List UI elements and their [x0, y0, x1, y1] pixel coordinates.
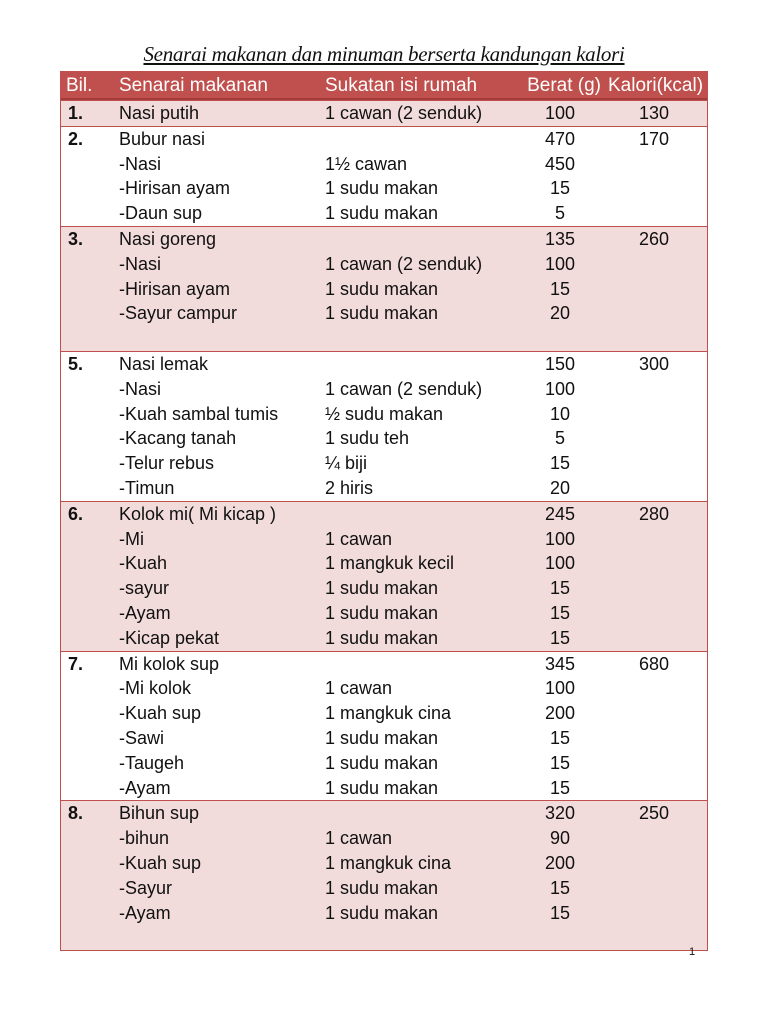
household-measure: 1 sudu makan	[325, 203, 439, 224]
row-number: 8.	[68, 803, 84, 824]
ingredient-name: -Nasi	[119, 253, 162, 274]
table-row	[61, 127, 707, 152]
row-number: 7.	[68, 653, 84, 674]
weight-value: 15	[549, 602, 571, 623]
ingredient-name: -Ayam	[119, 777, 171, 798]
ingredient-name: -Kuah	[119, 553, 168, 574]
food-name: Kolok mi( Mi kicap )	[119, 503, 277, 524]
ingredient-name: -bihun	[119, 828, 170, 849]
ingredient-name: -Mi kolok	[119, 678, 192, 699]
table-group	[61, 226, 707, 351]
weight-value: 200	[544, 852, 576, 873]
household-measure: 1 sudu makan	[325, 303, 439, 324]
ingredient-name: -Taugeh	[119, 752, 185, 773]
row-number: 6.	[68, 503, 84, 524]
table-row	[61, 601, 707, 626]
weight-value: 15	[549, 578, 571, 599]
empty-row	[61, 326, 707, 351]
table-row	[61, 426, 707, 451]
weight-value: 90	[549, 828, 571, 849]
table-group	[61, 126, 707, 226]
weight-value: 15	[549, 727, 571, 748]
household-measure: ¼ biji	[325, 453, 368, 474]
household-measure: 2 hiris	[325, 477, 374, 498]
table-row	[61, 776, 707, 801]
food-name: Nasi goreng	[119, 228, 217, 249]
ingredient-name: -Timun	[119, 477, 175, 498]
weight-value: 135	[544, 228, 576, 249]
ingredient-name: -Kacang tanah	[119, 428, 237, 449]
ingredient-name: -Sayur campur	[119, 303, 238, 324]
table-row	[61, 826, 707, 851]
household-measure: 1 sudu makan	[325, 278, 439, 299]
weight-value: 20	[549, 303, 571, 324]
household-measure: 1 cawan (2 senduk)	[325, 253, 483, 274]
ingredient-name: -Kuah sup	[119, 703, 202, 724]
table-row	[61, 277, 707, 302]
weight-value: 15	[549, 777, 571, 798]
table-row	[61, 201, 707, 226]
table-row	[61, 652, 707, 677]
table-row	[61, 252, 707, 277]
ingredient-name: -Sayur	[119, 877, 173, 898]
food-name: Bubur nasi	[119, 128, 206, 149]
page-title: Senarai makanan dan minuman berserta kandungan kalori	[143, 42, 625, 66]
weight-value: 20	[549, 477, 571, 498]
household-measure: 1 mangkuk kecil	[325, 553, 455, 574]
household-measure: 1 sudu makan	[325, 602, 439, 623]
weight-value: 5	[554, 428, 565, 449]
table-row	[61, 152, 707, 177]
calorie-value: 280	[638, 503, 670, 524]
weight-value: 15	[549, 278, 571, 299]
household-measure: 1 sudu makan	[325, 578, 439, 599]
weight-value: 15	[549, 453, 571, 474]
table-group	[61, 351, 707, 501]
ingredient-name: -Sawi	[119, 727, 165, 748]
household-measure: 1 sudu makan	[325, 877, 439, 898]
header-weight: Berat (g)	[527, 75, 601, 96]
calorie-table	[60, 71, 708, 951]
ingredient-name: -Kuah sup	[119, 852, 202, 873]
calorie-value: 300	[638, 353, 670, 374]
weight-value: 100	[544, 378, 576, 399]
household-measure: 1 cawan	[325, 828, 393, 849]
ingredient-name: -Telur rebus	[119, 453, 215, 474]
table-row	[61, 476, 707, 501]
weight-value: 470	[544, 128, 576, 149]
calorie-value: 680	[638, 653, 670, 674]
weight-value: 100	[544, 253, 576, 274]
weight-value: 100	[544, 678, 576, 699]
page-number: 1	[689, 946, 696, 958]
table-header	[61, 72, 707, 100]
household-measure: 1 cawan	[325, 528, 393, 549]
table-row	[61, 726, 707, 751]
calorie-value: 130	[638, 103, 670, 123]
household-measure: ½ sudu makan	[325, 403, 444, 424]
weight-value: 15	[549, 877, 571, 898]
table-row	[61, 352, 707, 377]
weight-value: 15	[549, 902, 571, 923]
weight-value: 15	[549, 627, 571, 648]
ingredient-name: -Hirisan ayam	[119, 278, 231, 299]
table-group	[61, 800, 707, 950]
weight-value: 200	[544, 703, 576, 724]
weight-value: 450	[544, 153, 576, 174]
header-measure: Sukatan isi rumah	[325, 75, 478, 96]
household-measure: 1 cawan (2 senduk)	[325, 103, 483, 123]
food-name: Nasi putih	[119, 103, 200, 123]
weight-value: 15	[549, 178, 571, 199]
weight-value: 5	[554, 203, 565, 224]
row-number: 1.	[68, 103, 84, 123]
table-row	[61, 751, 707, 776]
table-row	[61, 176, 707, 201]
table-row	[61, 851, 707, 876]
ingredient-name: -Nasi	[119, 153, 162, 174]
household-measure: 1 cawan	[325, 678, 393, 699]
weight-value: 10	[549, 403, 571, 424]
household-measure: 1 sudu teh	[325, 428, 410, 449]
table-row	[61, 901, 707, 926]
household-measure: 1 cawan (2 senduk)	[325, 378, 483, 399]
table-group	[61, 501, 707, 651]
ingredient-name: -Hirisan ayam	[119, 178, 231, 199]
table-row	[61, 451, 707, 476]
weight-value: 345	[544, 653, 576, 674]
calorie-value: 170	[638, 128, 670, 149]
calorie-value: 250	[638, 803, 670, 824]
household-measure: 1½ cawan	[325, 153, 408, 174]
weight-value: 320	[544, 803, 576, 824]
table-row	[61, 626, 707, 651]
ingredient-name: -Kuah sambal tumis	[119, 403, 279, 424]
table-row	[61, 701, 707, 726]
household-measure: 1 sudu makan	[325, 902, 439, 923]
ingredient-name: -sayur	[119, 578, 170, 599]
weight-value: 245	[544, 503, 576, 524]
food-name: Bihun sup	[119, 803, 200, 824]
weight-value: 150	[544, 353, 576, 374]
table-row	[61, 377, 707, 402]
food-name: Nasi lemak	[119, 353, 209, 374]
row-number: 3.	[68, 228, 84, 249]
table-row	[61, 551, 707, 576]
weight-value: 100	[544, 553, 576, 574]
table-group	[61, 100, 707, 126]
household-measure: 1 sudu makan	[325, 727, 439, 748]
table-row	[61, 301, 707, 326]
row-number: 2.	[68, 128, 84, 149]
ingredient-name: -Ayam	[119, 902, 171, 923]
table-row	[61, 502, 707, 527]
weight-value: 100	[544, 528, 576, 549]
header-food: Senarai makanan	[119, 75, 268, 96]
header-bil: Bil.	[66, 75, 93, 96]
ingredient-name: -Ayam	[119, 602, 171, 623]
weight-value: 100	[544, 103, 576, 123]
ingredient-name: -Kicap pekat	[119, 627, 220, 648]
row-number: 5.	[68, 353, 84, 374]
household-measure: 1 sudu makan	[325, 777, 439, 798]
header-calorie: Kalori(kcal)	[608, 75, 704, 96]
food-name: Mi kolok sup	[119, 653, 220, 674]
table-row	[61, 101, 707, 126]
ingredient-name: -Daun sup	[119, 203, 203, 224]
ingredient-name: -Nasi	[119, 378, 162, 399]
table-row	[61, 576, 707, 601]
calorie-value: 260	[638, 228, 670, 249]
household-measure: 1 sudu makan	[325, 627, 439, 648]
table-row	[61, 527, 707, 552]
table-row	[61, 227, 707, 252]
ingredient-name: -Mi	[119, 528, 144, 549]
table-row	[61, 876, 707, 901]
household-measure: 1 mangkuk cina	[325, 852, 452, 873]
table-group	[61, 651, 707, 801]
table-row	[61, 402, 707, 427]
weight-value: 15	[549, 752, 571, 773]
household-measure: 1 sudu makan	[325, 752, 439, 773]
household-measure: 1 mangkuk cina	[325, 703, 452, 724]
table-row	[61, 676, 707, 701]
household-measure: 1 sudu makan	[325, 178, 439, 199]
table-row	[61, 801, 707, 826]
empty-row	[61, 925, 707, 950]
